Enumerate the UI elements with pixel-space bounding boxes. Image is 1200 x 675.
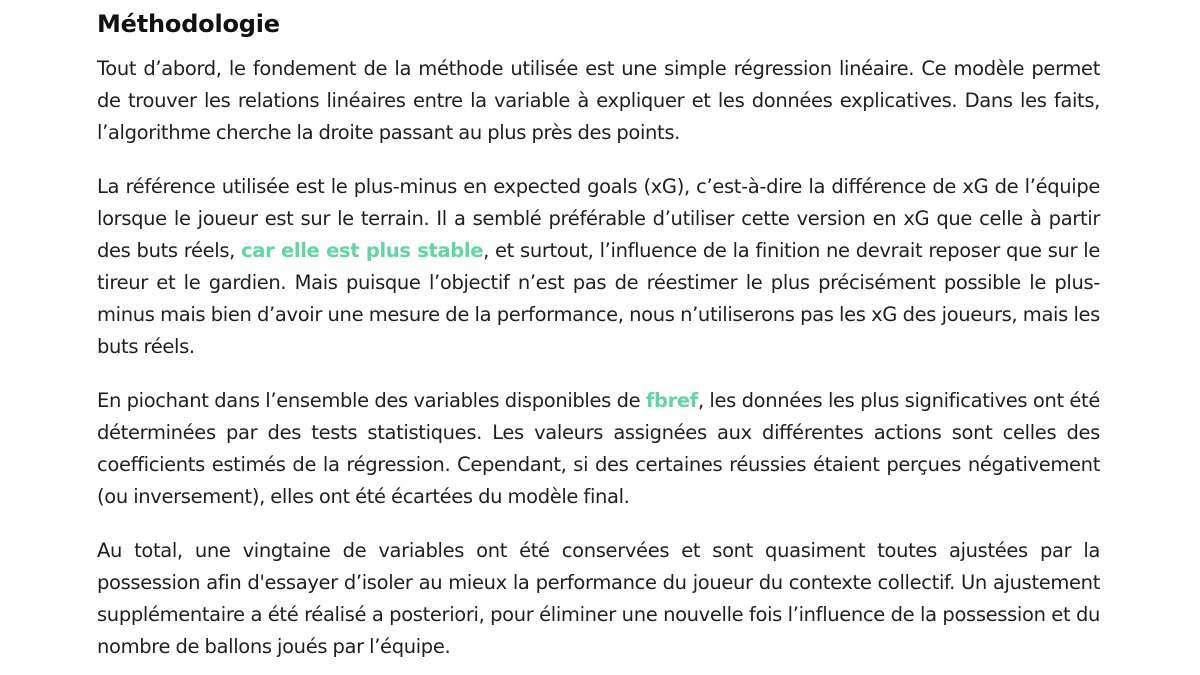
stability-link[interactable]: car elle est plus stable: [241, 239, 484, 262]
section-heading: Méthodologie: [97, 10, 280, 38]
paragraph-variables-text-after: , les données les plus significatives ont été déterminées par des tests statistiques. Les valeurs assignées aux différentes actions sont celles des coefficients estimés de la régression. Cependant, si des certaines réussies étaient perçues négativement (ou inversement), elles ont été écartées du modèle final.: [97, 389, 1100, 508]
paragraph-intro: [97, 53, 1100, 149]
paragraph-variables-text-before: En piochant dans l’ensemble des variables disponibles de: [97, 389, 646, 412]
article-section: [97, 6, 1100, 663]
paragraph-intro-text: Tout d’abord, le fondement de la méthode utilisée est une simple régression linéaire. Ce modèle permet de trouver les relations linéaires entre la variable à expliquer et les données explicatives. Dans les faits, l’algorithme cherche la droite passant au plus près des points.: [97, 57, 1100, 144]
fbref-link[interactable]: fbref: [645, 389, 698, 412]
paragraph-total-text: Au total, une vingtaine de variables ont été conservées et sont quasiment toutes ajustées par la possession afin d'essayer d’isoler au mieux la performance du joueur du contexte collectif. Un ajustement supplémentaire a été réalisé a posteriori, pour éliminer une nouvelle fois l’influence de la possession et du nombre de ballons joués par l’équipe.: [97, 539, 1100, 658]
paragraph-reference-text-after: , et surtout, l’influence de la finition ne devrait reposer que sur le tireur et le gardien. Mais puisque l’objectif n’est pas de réestimer le plus précisément possible le plus-minus mais bien d’avoir une mesure de la performance, nous n’utiliserons pas les xG des joueurs, mais les buts réels.: [97, 239, 1101, 358]
paragraph-reference: [97, 171, 1100, 363]
paragraph-reference-text-before: La référence utilisée est le plus-minus en expected goals (xG), c’est-à-dire la différence de xG de l’équipe lorsque le joueur est sur le terrain. Il a semblé préférable d’utiliser cette version en xG que celle à partir des buts réels,: [97, 175, 1100, 262]
paragraph-variables: [97, 385, 1100, 513]
paragraph-total: [97, 535, 1100, 663]
